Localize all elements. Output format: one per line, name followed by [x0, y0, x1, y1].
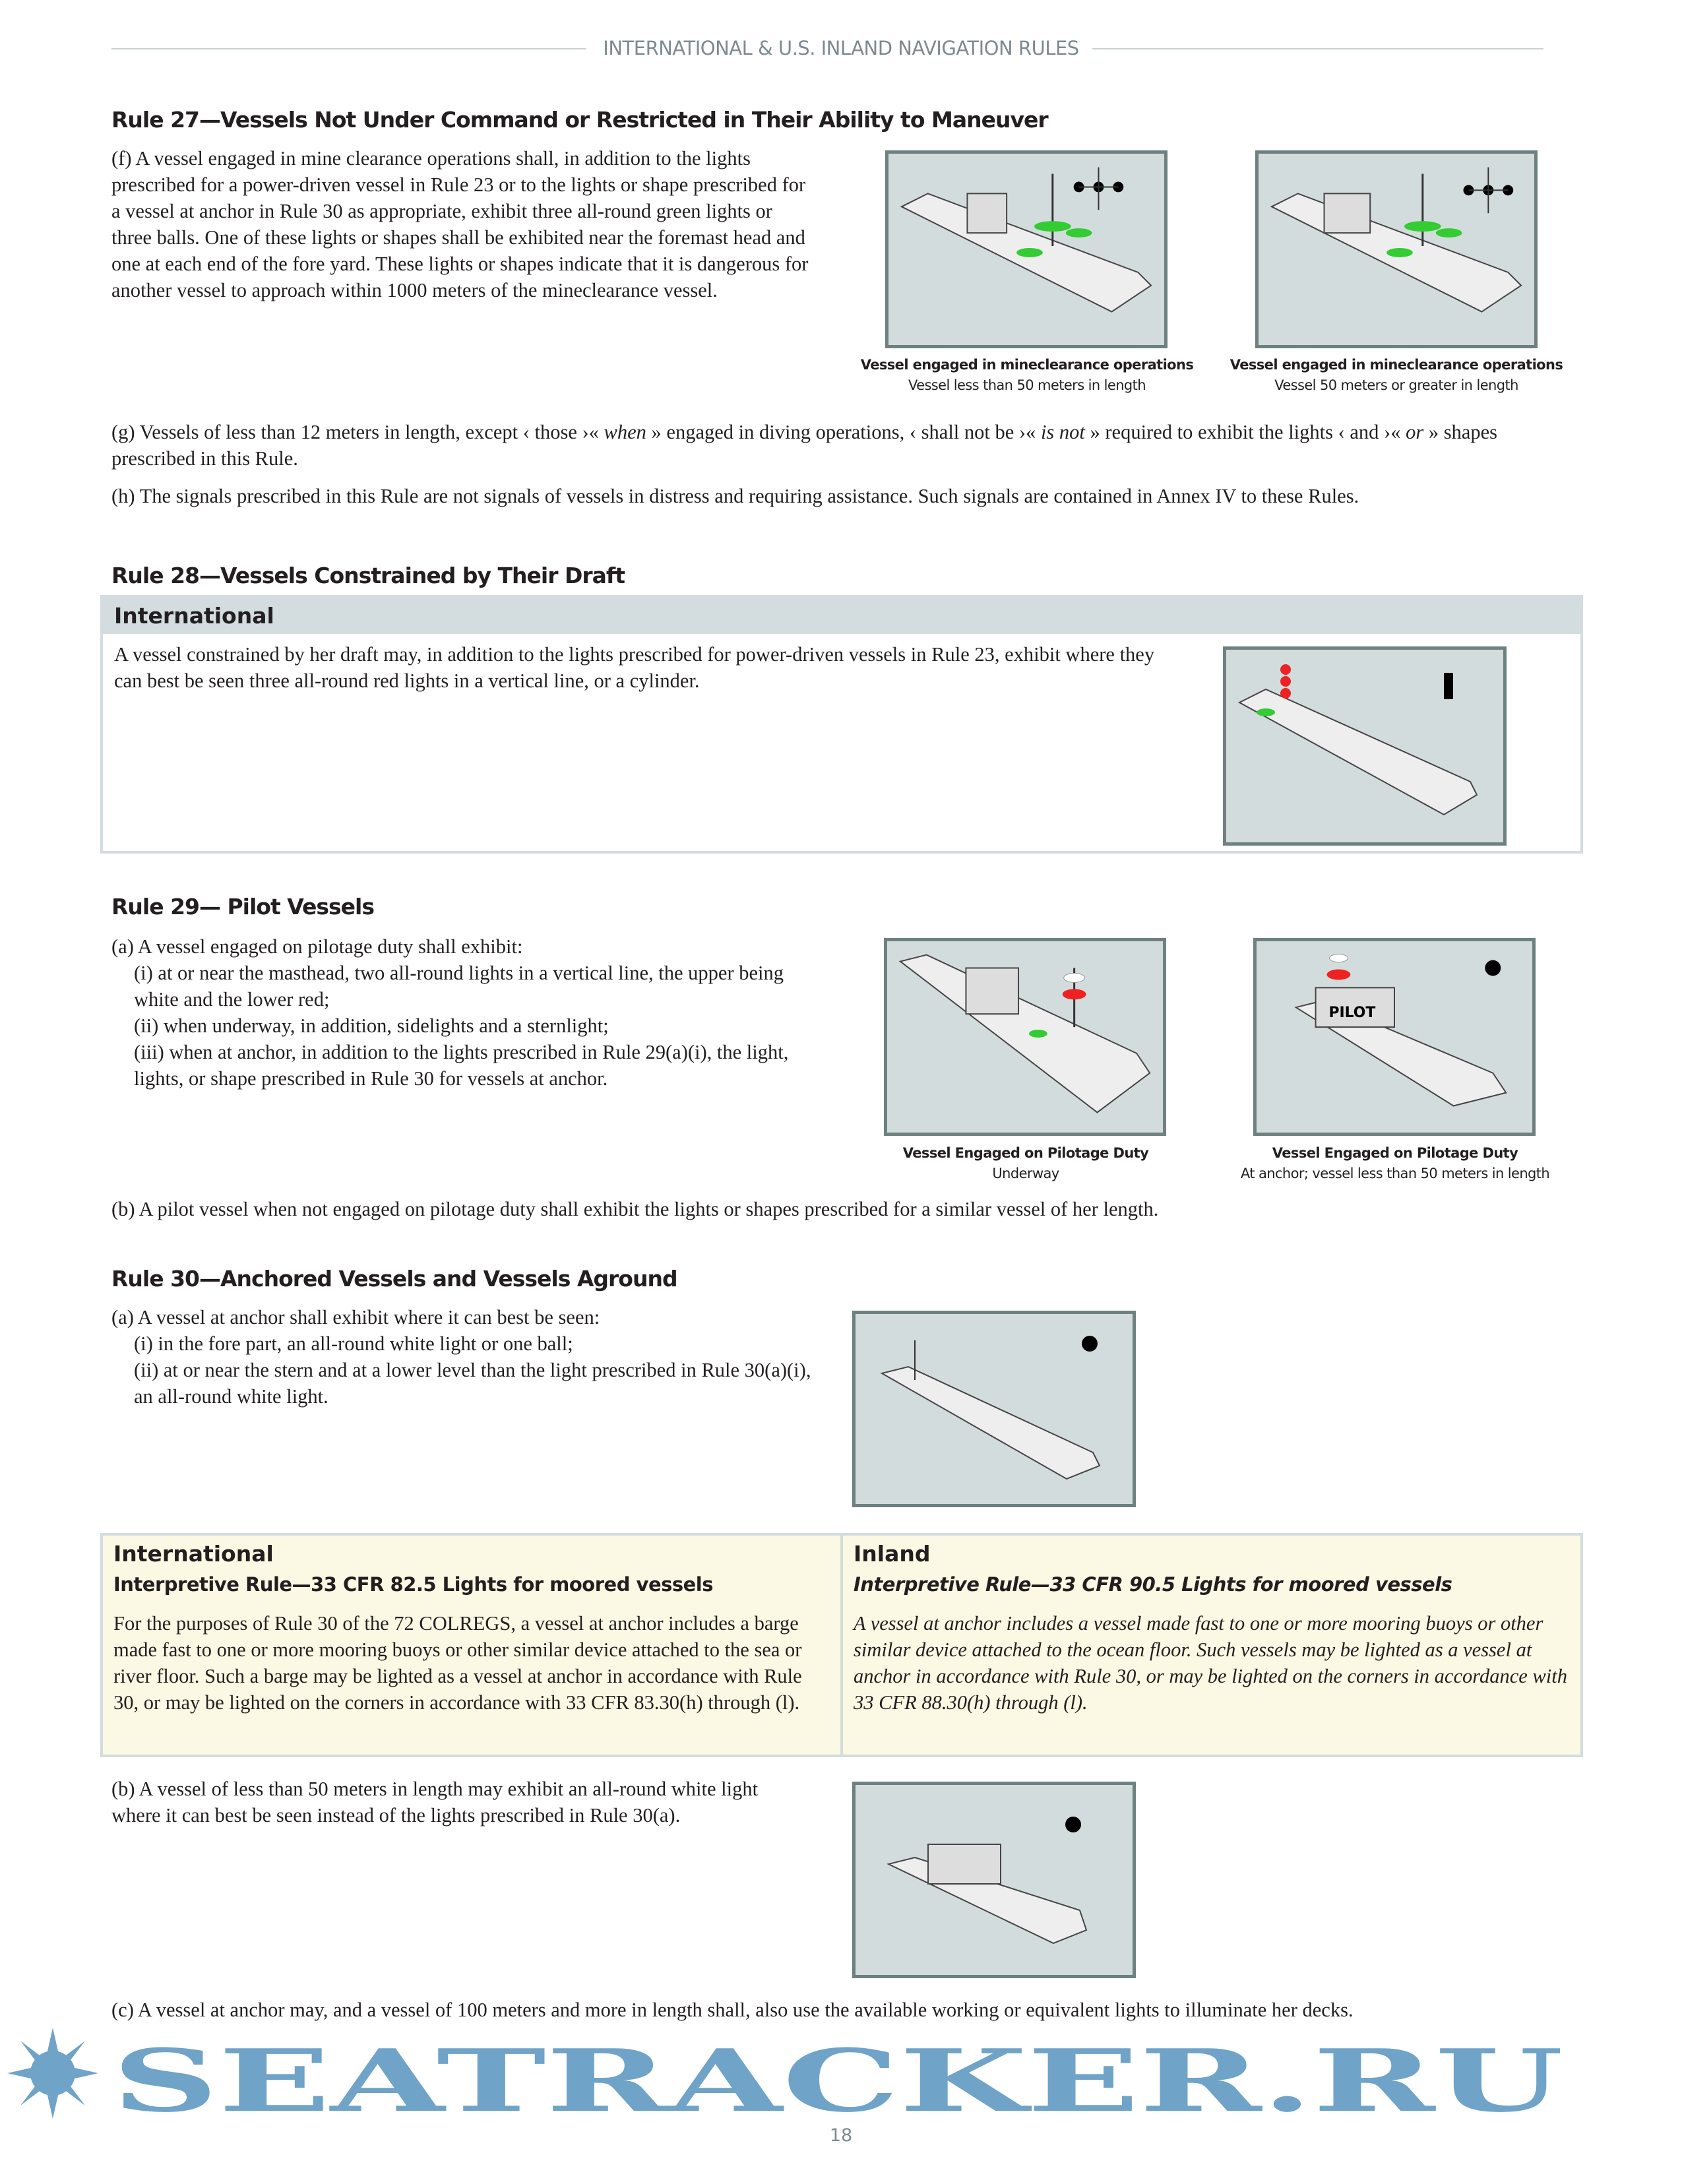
header-rule-right [1092, 48, 1543, 49]
figure-mineclearance-small [885, 150, 1168, 348]
rule29-a: (a) A vessel engaged on pilotage duty shall exhibit: [111, 935, 523, 958]
rule27-title: Rule 27—Vessels Not Under Command or Restricted in Their Ability to Maneuver [111, 107, 1048, 133]
figure-small-anchored-vessel [852, 1782, 1136, 1978]
seatracker-watermark [0, 2028, 1682, 2119]
rule29-a-block [111, 933, 824, 1092]
moored-vessels-table [100, 1533, 1583, 1757]
ship-illustration [1257, 941, 1532, 1133]
sun-logo-icon [7, 2028, 98, 2119]
caption-pilot-anchor: Vessel Engaged on Pilotage Duty At anchor; vessel less than 50 meters in length [1240, 1145, 1550, 1181]
rule30-a1: (i) in the fore part, an all-round white light or one ball; [134, 1332, 573, 1355]
international-text: For the purposes of Rule 30 of the 72 COLREGS, a vessel at anchor includes a barge made fast to one or more mooring buoys or other similar device attached to the sea or river floor. Such a barge may be lighted as a vessel at anchor in accordance with Rule 30, or may be lighted on the corners in accordance with 33 CFR 83.30(h) through (l). [113, 1612, 802, 1714]
figure-mineclearance-large [1255, 150, 1538, 348]
header-rule-left [111, 48, 586, 49]
rule30-a: (a) A vessel at anchor shall exhibit where it can best be seen: [111, 1306, 600, 1328]
figure-anchored-vessel [852, 1311, 1136, 1507]
rule28-box [100, 595, 1583, 854]
inland-heading: Inland [854, 1541, 931, 1567]
rule29-title: Rule 29— Pilot Vessels [111, 894, 374, 920]
rule29-a3: (iii) when at anchor, in addition to the lights prescribed in Rule 29(a)(i), the light, lights, or shape prescribed in Rule 30 for vessels at anchor. [134, 1041, 789, 1090]
caption-mineclearance-large: Vessel engaged in mineclearance operations Vessel 50 meters or greater in length [1230, 357, 1563, 393]
ship-illustration [888, 154, 1164, 345]
rule27-f: (f) A vessel engaged in mine clearance operations shall, in addition to the lights prescribed for a power-driven vessel in Rule 23 or to the lights or shape prescribed for a vessel at anchor in Rule 30 as appropriate, exhibit three all-round green lights or three balls. One of these lights or shapes shall be exhibited near the foremast head and one at each end of the fore yard. These lights or shapes indicate that it is dangerous for another vessel to approach within 1000 meters of the mineclearance vessel. [111, 147, 809, 301]
inland-subheading: Interpretive Rule—33 CFR 90.5 Lights for moored vessels [854, 1573, 1452, 1596]
ship-illustration [1259, 154, 1534, 345]
rule28-band: International [103, 598, 1580, 634]
international-heading: International [113, 1541, 274, 1567]
pilot-label: PILOT [1328, 1005, 1376, 1022]
inland-text: A vessel at anchor includes a vessel made fast to one or more mooring buoys or other similar device attached to the ocean floor. Such vessels may be lighted as a vessel at anchor in accordance with Rule 30, or may be lighted on the corners in accordance with 33 CFR 88.30(h) through (l). [854, 1612, 1567, 1714]
ship-illustration [1226, 650, 1503, 842]
rule29-a2: (ii) when underway, in addition, sidelights and a sternlight; [134, 1014, 609, 1037]
rule28-title: Rule 28—Vessels Constrained by Their Draft [111, 563, 625, 588]
international-subheading: Interpretive Rule—33 CFR 82.5 Lights for moored vessels [113, 1573, 714, 1596]
figure-pilot-underway [884, 938, 1166, 1136]
figure-pilot-anchor [1253, 938, 1536, 1136]
rule30-a-block [111, 1304, 824, 1410]
caption-pilot-underway: Vessel Engaged on Pilotage Duty Underway [902, 1145, 1149, 1181]
rule27-g: (g) Vessels of less than 12 meters in length, except ‹ those ›« when » engaged in diving operations, ‹ shall not be ›« is not » required to exhibit the lights ‹ and ›« or » shapes prescribed in this Rule. [111, 421, 1498, 470]
rule30-a2: (ii) at or near the stern and at a lower level than the light prescribed in Rule 30(a)(i), an all-round white light. [134, 1359, 811, 1408]
rule29-a1: (i) at or near the masthead, two all-round lights in a vertical line, the upper being white and the lower red; [134, 962, 784, 1011]
ship-illustration [856, 1785, 1133, 1975]
ship-illustration [887, 941, 1163, 1133]
inland-column [843, 1536, 1580, 1755]
running-header: INTERNATIONAL & U.S. INLAND NAVIGATION RULES [603, 37, 1079, 59]
rule29-b: (b) A pilot vessel when not engaged on pilotage duty shall exhibit the lights or shapes prescribed for a similar vessel of her length. [111, 1198, 1159, 1220]
international-column [103, 1536, 843, 1755]
page-number: 18 [829, 2125, 853, 2146]
rule30-b: (b) A vessel of less than 50 meters in length may exhibit an all-round white light where it can best be seen instead of the lights prescribed in Rule 30(a). [111, 1778, 759, 1826]
rule28-text: A vessel constrained by her draft may, in addition to the lights prescribed for power-driven vessels in Rule 23, exhibit where they can best be seen three all-round red lights in a vertical line, or a cylinder. [114, 643, 1155, 692]
figure-constrained-draft [1223, 646, 1507, 846]
watermark-text: SEATRACKER.RU [112, 2030, 1563, 2119]
caption-mineclearance-small: Vessel engaged in mineclearance operations Vessel less than 50 meters in length [860, 357, 1194, 393]
rule30-c: (c) A vessel at anchor may, and a vessel of 100 meters and more in length shall, also use the available working or equivalent lights to illuminate her decks. [111, 1999, 1354, 2021]
rule30-title: Rule 30—Anchored Vessels and Vessels Aground [111, 1266, 677, 1292]
rule27-h: (h) The signals prescribed in this Rule are not signals of vessels in distress and requiring assistance. Such signals are contained in Annex IV to these Rules. [111, 485, 1359, 507]
ship-illustration [856, 1314, 1133, 1504]
